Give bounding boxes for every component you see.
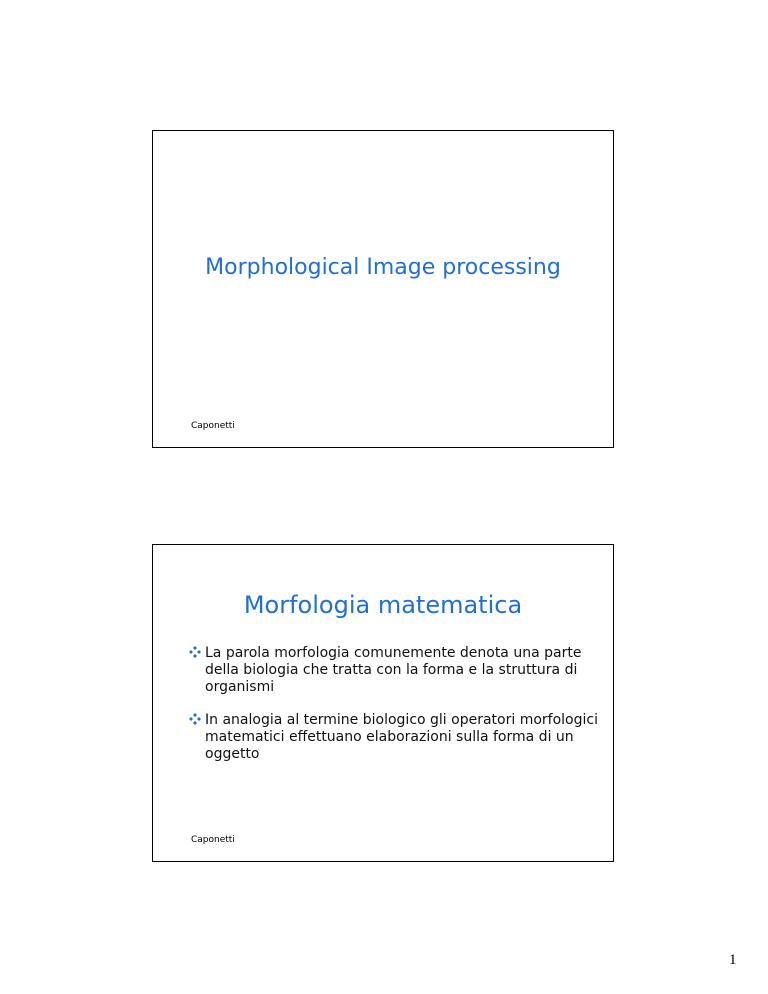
bullet-text: La parola morfologia comunemente denota una parte della biologia che tratta con la forma e la struttura di organismi [205, 645, 582, 695]
slide-title: Morphological Image processing [205, 255, 561, 280]
slide-footer: Caponetti [191, 835, 235, 845]
four-diamond-bullet-icon [189, 646, 201, 658]
page-number: 1 [729, 952, 737, 968]
bullet-text: In analogia al termine biologico gli operatori morfologici matematici effettuano elaborazioni sulla forma di un oggetto [205, 712, 598, 762]
slide-2 [152, 544, 614, 862]
bullet-list [189, 645, 599, 779]
slide-1 [152, 130, 614, 448]
slide-title: Morfologia matematica [243, 591, 523, 619]
four-diamond-bullet-icon [189, 713, 201, 725]
slide-footer: Caponetti [191, 421, 235, 431]
bullet-item [189, 712, 599, 763]
bullet-item [189, 645, 599, 696]
